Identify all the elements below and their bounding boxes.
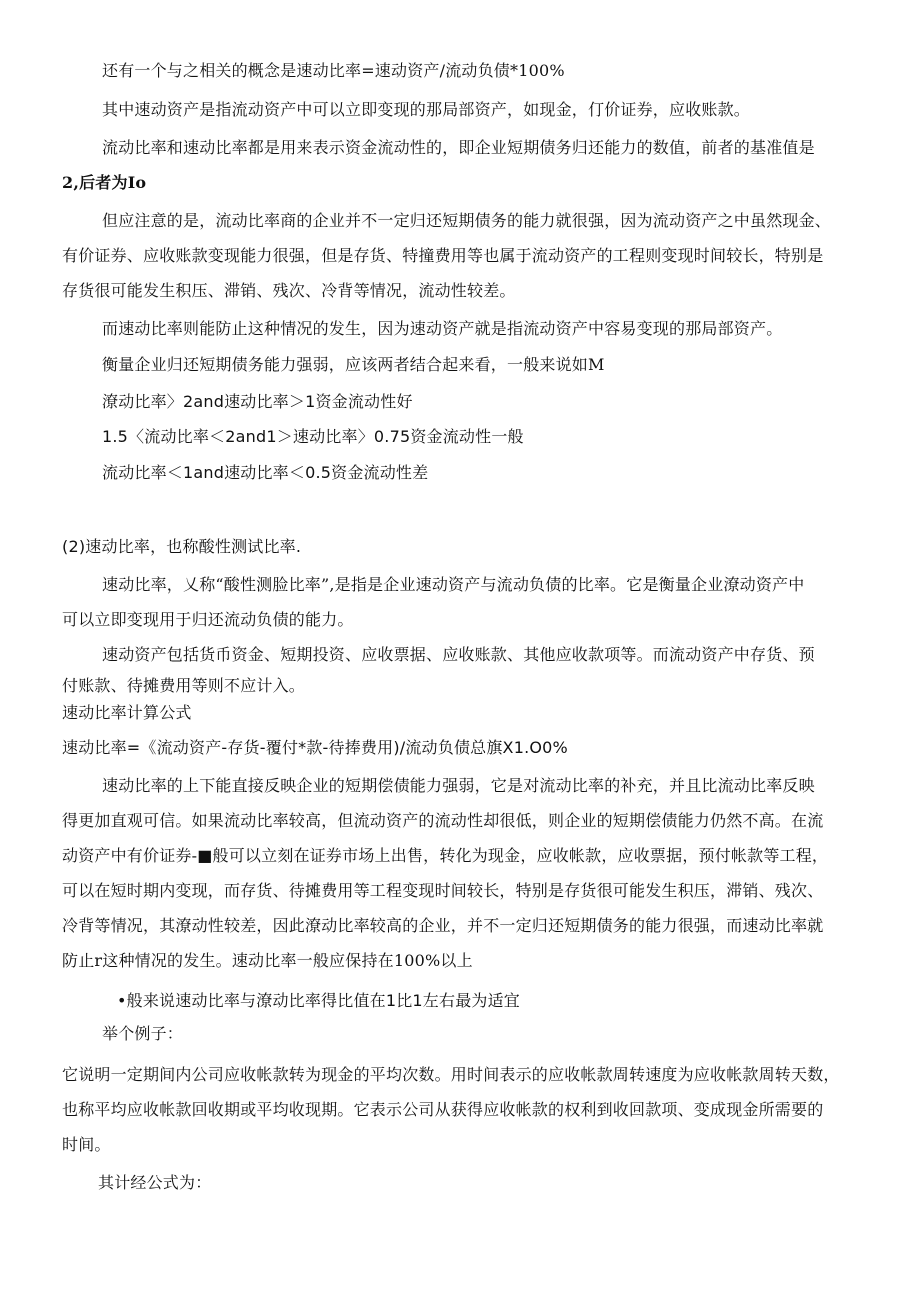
formula-line: 速动比率=《流动资产-存货-覆付*款-待捧费用)/流动负债总旗X1.O0% (62, 738, 568, 757)
text-line: •般来说速动比率与潦动比率得比值在1比1左右最为适宜 (117, 991, 520, 1010)
text-line: 动资产中有价证券-■般可以立刻在证券市场上出售，转化为现金，应收帐款，应收票据，预付帐款等工程， (62, 846, 829, 865)
text-line: 得更加直观可信。如果流动比率较高，但流动资产的流动性却很低，则企业的短期偿债能力仍然不高。在流 (62, 811, 824, 830)
text-line: 防止r这种情况的发生。速动比率一般应保持在100%以上 (62, 951, 473, 970)
text-line: 也称平均应收帐款回收期或平均收现期。它表示公司从获得应收帐款的权利到收回款项、变成现金所需要的 (62, 1100, 824, 1119)
text-line: 衡量企业归还短期债务能力强弱，应该两者结合起来看，一般来说如M (102, 355, 605, 374)
text-line: 速动比率计算公式 (62, 703, 192, 722)
text-line: 速动比率的上下能直接反映企业的短期偿债能力强弱，它是对流动比率的补充，并且比流动比率反映 (102, 776, 815, 795)
text-line: 还有一个与之相关的概念是速动比率=速动资产/流动负债*100% (102, 61, 565, 80)
text-line: 1.5〈流动比率＜2and1＞速动比率〉0.75资金流动性一般 (102, 427, 524, 446)
text-line: 速动比率，乂称“酸性测脸比率”,是指是企业速动资产与流动负债的比率。它是衡量企业潦动资产中 (102, 575, 805, 594)
text-line: 有价证券、应收账款变现能力很强，但是存货、特撞费用等也属于流动资产的工程则变现时间较长，特别是 (62, 246, 824, 265)
text-line: 冷背等情况，其潦动性较差，因此潦动比率较高的企业，并不一定归还短期债务的能力很强，而速动比率就 (62, 916, 824, 935)
text-line: 其计经公式为： (98, 1173, 212, 1192)
text-line: 它说明一定期间内公司应收帐款转为现金的平均次数。用时间表示的应收帐款周转速度为应收帐款周转天数， (62, 1065, 840, 1084)
text-line: 但应注意的是，流动比率商的企业并不一定归还短期债务的能力就很强，因为流动资产之中虽然现金、 (102, 211, 832, 230)
text-line: 存货很可能发生积压、滞销、残次、冷背等情况，流动性较差。 (62, 281, 516, 300)
text-line: 举个例子： (102, 1024, 184, 1043)
text-line: 速动资产包括货币资金、短期投资、应收票据、应收账款、其他应收款项等。而流动资产中存货、预 (102, 645, 815, 664)
text-line: 时间。 (62, 1135, 111, 1154)
text-line: 2,后者为Io (62, 173, 147, 192)
text-line: 流动比率＜1and速动比率＜0.5资金流动性差 (102, 463, 429, 482)
text-line: 流动比率和速动比率都是用来表示资金流动性的，即企业短期债务归还能力的数值，前者的基准值是 (102, 138, 815, 157)
text-line: 可以立即变现用于归还流动负债的能力。 (62, 610, 354, 629)
text-line: 付账款、待摊费用等则不应计入。 (62, 676, 306, 695)
text-line: 潦动比率〉2and速动比率＞1资金流动性好 (102, 392, 413, 411)
text-line: 其中速动资产是指流动资产中可以立即变现的那局部资产，如现金，仃价证券，应收账款。 (102, 100, 751, 119)
text-line: 而速动比率则能防止这种情况的发生，因为速动资产就是指流动资产中容易变现的那局部资产。 (102, 319, 783, 338)
section-heading: (2)速动比率，也称酸性测试比率. (62, 537, 302, 556)
text-line: 可以在短时期内变现，而存货、待摊费用等工程变现时间较长，特别是存货很可能发生积压，滞销、残次、 (62, 881, 824, 900)
